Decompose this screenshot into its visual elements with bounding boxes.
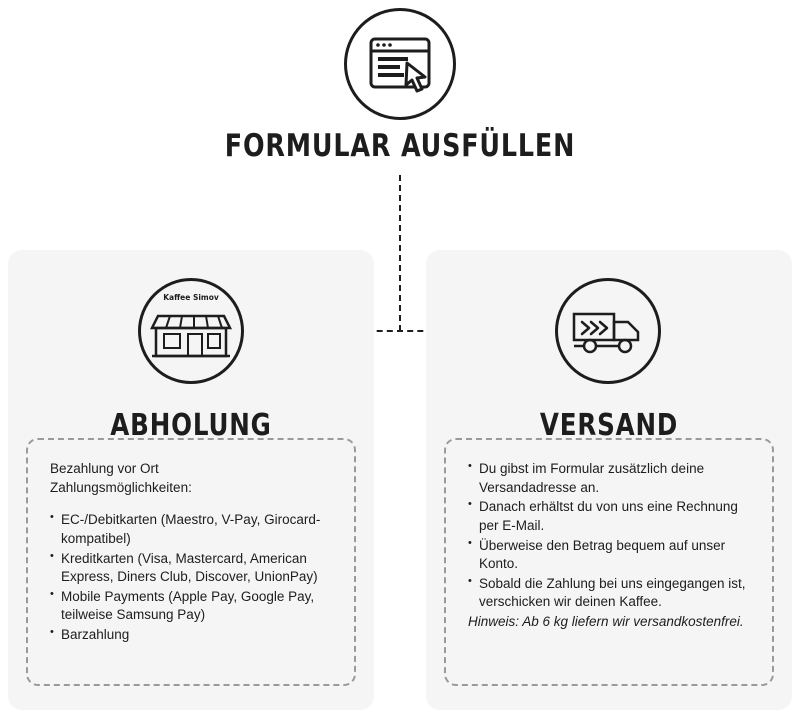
payment-methods-list [50,511,340,644]
list-item: • Kreditkarten (Visa, Mastercard, American Express, Diners Club, Discover, UnionPay) [50,550,340,587]
form-window-cursor-icon [344,8,456,120]
storefront-sign-label: Kaffee Simov [163,293,219,302]
storefront-icon [138,278,244,384]
list-item: • Barzahlung [50,626,340,645]
page-title: FORMULAR AUSFÜLLEN [224,128,576,164]
branch-title-abholung: ABHOLUNG [110,408,272,443]
delivery-truck-icon [555,278,661,384]
branch-card-abholung [26,438,356,686]
spacer [50,497,340,511]
shipping-steps-list [468,460,758,612]
shipping-note: Hinweis: Ab 6 kg liefern wir versandkostenfrei. [468,614,744,629]
list-item: • Überweise den Betrag bequem auf unser Konto. [468,537,758,574]
list-item: • Danach erhältst du von uns eine Rechnung per E-Mail. [468,498,758,535]
branch-card-versand [444,438,774,686]
list-item: • Sobald die Zahlung bei uns eingegangen ist, verschicken wir deinen Kaffee. [468,575,758,612]
list-item: • Du gibst im Formular zusätzlich deine Versandadresse an. [468,460,758,497]
branch-title-versand: VERSAND [539,408,679,443]
connector-vertical [399,175,401,331]
list-item: • EC-/Debitkarten (Maestro, V-Pay, Girocard-kompatibel) [50,511,340,548]
intro-line: Zahlungsmöglichkeiten: [50,479,192,495]
intro-line: Bezahlung vor Ort [50,461,159,476]
list-item: • Mobile Payments (Apple Pay, Google Pay, teilweise Samsung Pay) [50,588,340,625]
